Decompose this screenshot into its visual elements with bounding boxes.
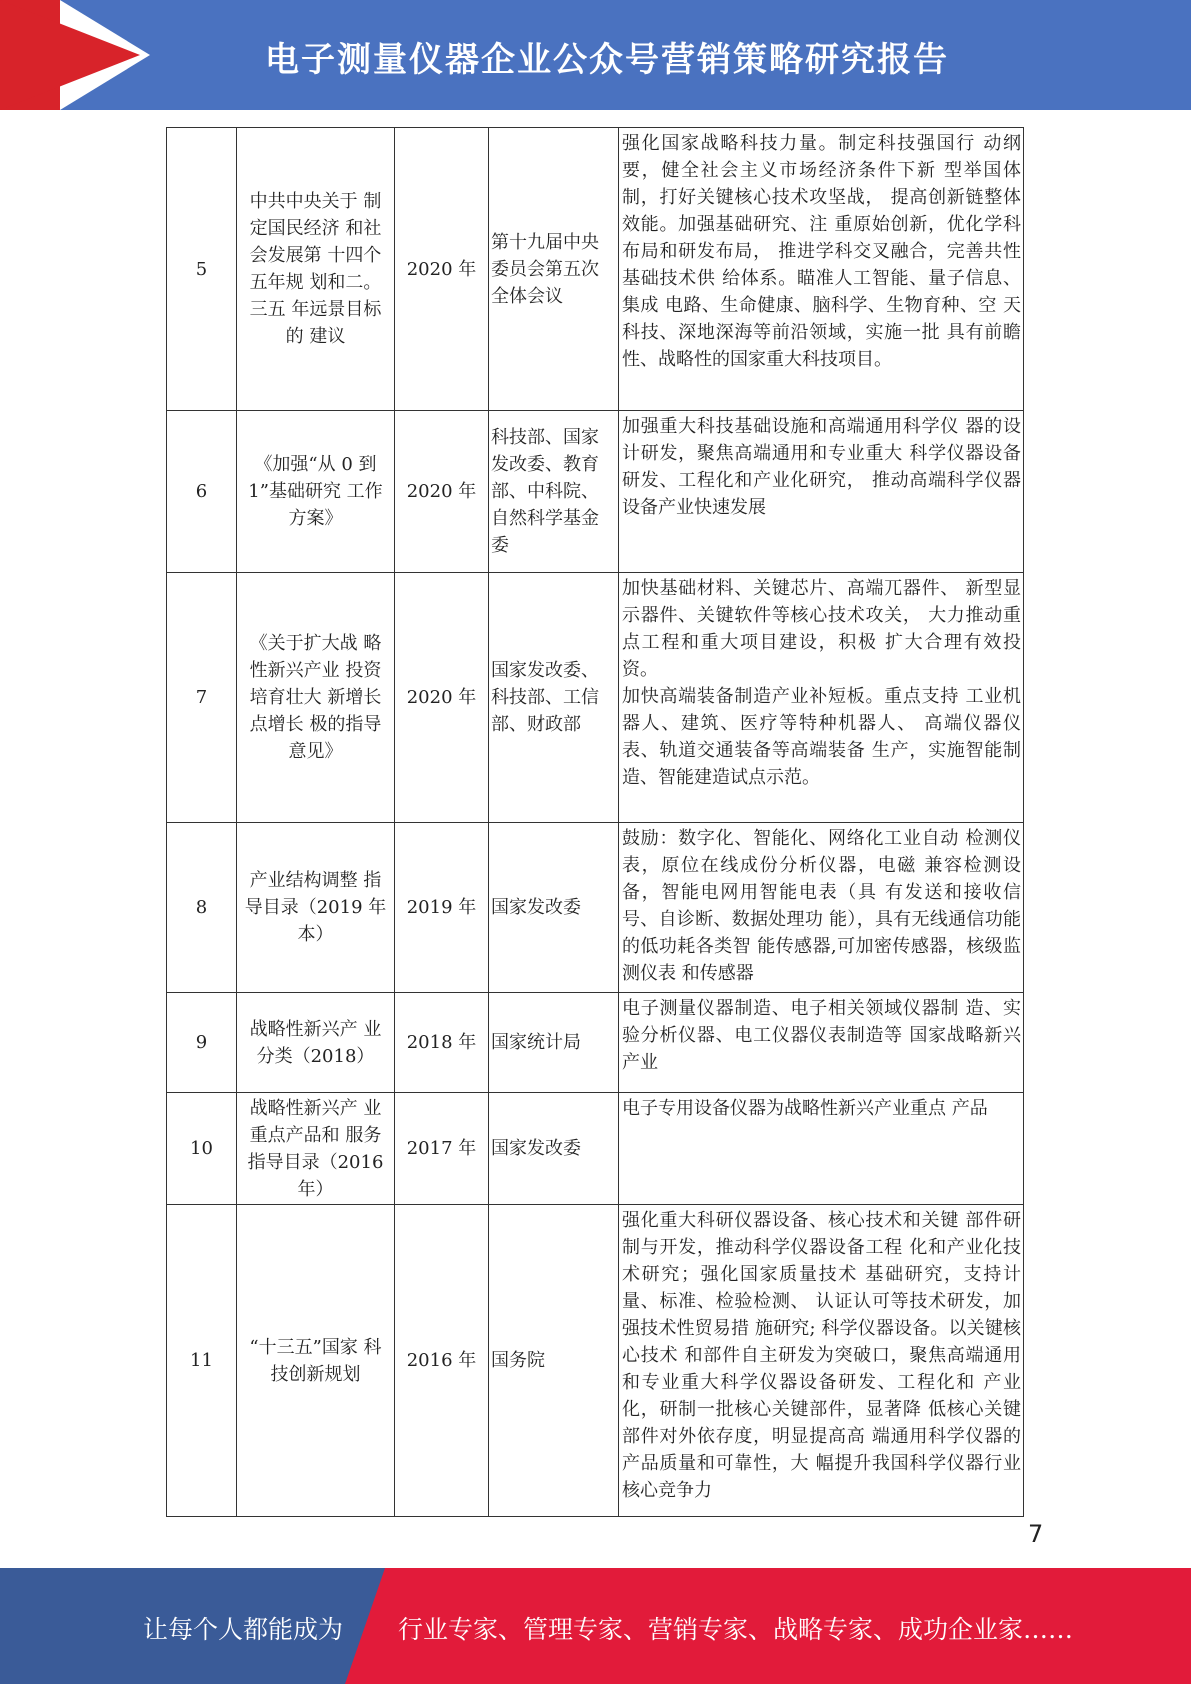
- policy-content: 鼓励：数字化、智能化、网络化工业自动 检测仪表，原位在线成份分析仪器，电磁 兼容检测设备，智能电网用智能电表（具 有发送和接收信号、自诊断、数据处理功 能），具有无线通信功能的低功耗各类智 能传感器,可加密传感器，核级监测仪表 和传感器: [619, 823, 1024, 993]
- table-row: [167, 993, 1024, 1093]
- policy-name: 《加强“从 0 到 1”基础研究 工作方案》: [237, 411, 395, 573]
- policy-year: 2020 年: [395, 128, 489, 411]
- policy-content: 加强重大科技基础设施和高端通用科学仪 器的设计研发，聚焦高端通用和专业重大 科学仪器设备研发、工程化和产业化研究， 推动高端科学仪器设备产业快速发展: [619, 411, 1024, 573]
- issuing-org: 国家发改委: [489, 1093, 619, 1205]
- row-number: 7: [167, 573, 237, 823]
- row-number: 9: [167, 993, 237, 1093]
- table-row: [167, 128, 1024, 411]
- issuing-org: 国家统计局: [489, 993, 619, 1093]
- policy-year: 2016 年: [395, 1205, 489, 1517]
- issuing-org: 国家发改委、科技部、工信部、财政部: [489, 573, 619, 823]
- table-row: [167, 1093, 1024, 1205]
- row-number: 6: [167, 411, 237, 573]
- table-row: [167, 411, 1024, 573]
- policy-year: 2018 年: [395, 993, 489, 1093]
- issuing-org: 国务院: [489, 1205, 619, 1517]
- policy-name: “十三五”国家 科技创新规划: [237, 1205, 395, 1517]
- issuing-org: 科技部、国家发改委、教育部、中科院、自然科学基金委: [489, 411, 619, 573]
- report-title: 电子测量仪器企业公众号营销策略研究报告: [265, 40, 949, 80]
- issuing-org: 第十九届中央委员会第五次全体会议: [489, 128, 619, 411]
- policy-name: 战略性新兴产 业重点产品和 服务指导目录（2016 年）: [237, 1093, 395, 1205]
- policy-content: 加快基础材料、关键芯片、高端兀器件、 新型显示器件、关键软件等核心技术攻关， 大力推动重点工程和重大项目建设，积极 扩大合理有效投资。 加快高端装备制造产业补短板。重点支持 工业机器人、建筑、医疗等特种机器人、 高端仪器仪表、轨道交通装备等高端装备 生产，实施智能制造、智能建造试点示范。: [619, 573, 1024, 823]
- row-number: 11: [167, 1205, 237, 1517]
- policy-year: 2020 年: [395, 573, 489, 823]
- header-arrow-red: [0, 0, 140, 110]
- table-row: [167, 1205, 1024, 1517]
- policy-year: 2017 年: [395, 1093, 489, 1205]
- page-number: 7: [1028, 1520, 1044, 1548]
- row-number: 5: [167, 128, 237, 411]
- policy-year: 2019 年: [395, 823, 489, 993]
- policy-name: 中共中央关于 制定国民经济 和社会发展第 十四个五年规 划和二。三五 年远景目标的 建议: [237, 128, 395, 411]
- policy-year: 2020 年: [395, 411, 489, 573]
- policy-name: 《关于扩大战 略性新兴产业 投资培育壮大 新增长点增长 极的指导意见》: [237, 573, 395, 823]
- table-row: [167, 823, 1024, 993]
- policy-content: 电子测量仪器制造、电子相关领域仪器制 造、实验分析仪器、电工仪器仪表制造等 国家战略新兴产业: [619, 993, 1024, 1093]
- policy-name: 产业结构调整 指导目录（2019 年本）: [237, 823, 395, 993]
- footer-slogan-right: 行业专家、管理专家、营销专家、战略专家、成功企业家……: [398, 1615, 1074, 1644]
- policy-name: 战略性新兴产 业分类（2018）: [237, 993, 395, 1093]
- footer-slogan-left: 让每个人都能成为: [143, 1615, 344, 1644]
- footer-slant-decoration: [345, 1568, 385, 1684]
- page-footer: [0, 1568, 1191, 1684]
- page-header: [0, 0, 1191, 110]
- policy-content: 电子专用设备仪器为战略性新兴产业重点 产品: [619, 1093, 1024, 1205]
- policy-content: [619, 1205, 1024, 1517]
- row-number: 8: [167, 823, 237, 993]
- table-row: [167, 573, 1024, 823]
- policy-content-text: 强化重大科研仪器设备、核心技术和关键 部件研制与开发，推动科学仪器设备工程 化和产业化技术研究；强化国家质量技术 基础研究，支持计量、标准、检验检测、 认证认可等技术研发，加强技术性贸易措 施研究; 科学仪器设备。以关键核心技术 和部件自主研发为突破口，聚焦高端通用 和专业重大科学仪器设备研发、工程化和 产业化，研制一批核心关键部件，显著降 低核心关键部件对外依存度，明显提高高 端通用科学仪器的产品质量和可靠性，大 幅提升我国科学仪器行业核心竞争力: [622, 1210, 1021, 1501]
- row-number: 10: [167, 1093, 237, 1205]
- issuing-org: 国家发改委: [489, 823, 619, 993]
- policy-content: 强化国家战略科技力量。制定科技强国行 动纲要，健全社会主义市场经济条件下新 型举国体制，打好关键核心技术攻坚战， 提高创新链整体效能。加强基础研究、注 重原始创新，优化学科布局和研发布局， 推进学科交叉融合，完善共性基础技术供 给体系。瞄准人工智能、量子信息、集成 电路、生命健康、脑科学、生物育种、空 天科技、深地深海等前沿领域，实施一批 具有前瞻性、战略性的国家重大科技项目。: [619, 128, 1024, 411]
- policy-table: [166, 127, 1024, 1517]
